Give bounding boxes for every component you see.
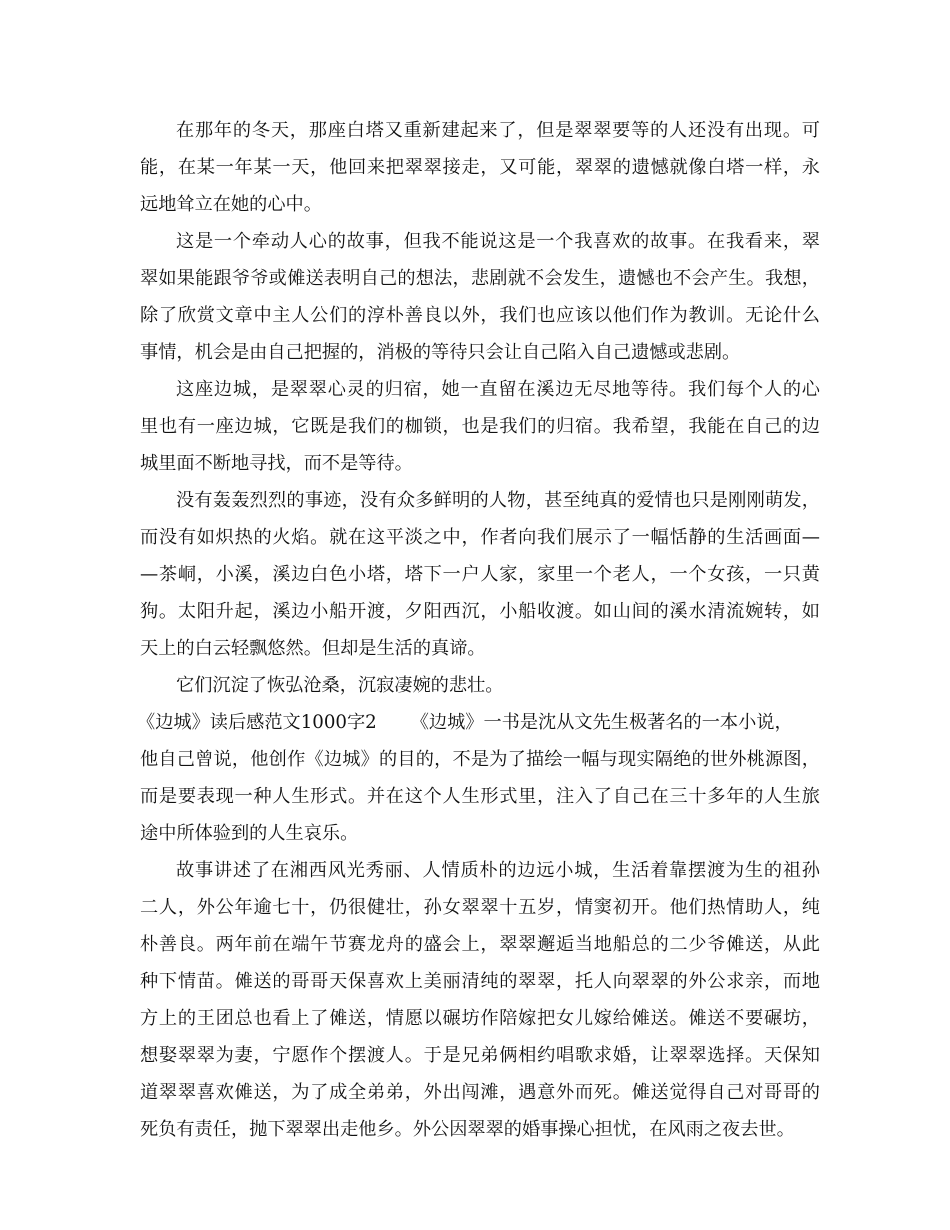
paragraph-line: 而是要表现一种人生形式。并在这个人生形式里，注入了自己在三十多年的人生旅 xyxy=(140,786,820,807)
paragraph-line: 种下情苗。傩送的哥哥天保喜欢上美丽清纯的翠翠，托人向翠翠的外公求亲，而地 xyxy=(140,971,820,992)
paragraph-line: 事情，机会是由自己把握的，消极的等待只会让自己陷入自己遗憾或悲剧。 xyxy=(140,342,741,363)
paragraph-line: 能，在某一年某一天，他回来把翠翠接走，又可能，翠翠的遗憾就像白塔一样，永 xyxy=(140,157,820,178)
paragraph-line: 道翠翠喜欢傩送，为了成全弟弟，外出闯滩，遇意外而死。傩送觉得自己对哥哥的 xyxy=(140,1082,820,1103)
section-first-line: 《边城》一书是沈从文先生极著名的一本小说， xyxy=(410,712,793,733)
paragraph-line: 远地耸立在她的心中。 xyxy=(140,194,322,215)
paragraph-line: 朴善良。两年前在端午节赛龙舟的盛会上，翠翠邂逅当地船总的二少爷傩送，从此 xyxy=(140,934,820,955)
paragraph-line: 它们沉淀了恢弘沧桑，沉寂凄婉的悲壮。 xyxy=(176,675,504,696)
paragraph-line: 里也有一座边城，它既是我们的枷锁，也是我们的归宿。我希望，我能在自己的边 xyxy=(140,416,820,437)
paragraph-line: 途中所体验到的人生哀乐。 xyxy=(140,823,359,844)
paragraph-line: 他自己曾说，他创作《边城》的目的，不是为了描绘一幅与现实隔绝的世外桃源图， xyxy=(140,749,820,770)
paragraph-line: 死负有责任，抛下翠翠出走他乡。外公因翠翠的婚事操心担忧，在风雨之夜去世。 xyxy=(140,1119,795,1140)
paragraph-line: 想娶翠翠为妻，宁愿作个摆渡人。于是兄弟俩相约唱歌求婚，让翠翠选择。天保知 xyxy=(140,1045,820,1066)
paragraph-line: 这座边城，是翠翠心灵的归宿，她一直留在溪边无尽地等待。我们每个人的心 xyxy=(176,379,820,400)
paragraph-line: 狗。太阳升起，溪边小船开渡，夕阳西沉，小船收渡。如山间的溪水清流婉转，如 xyxy=(140,601,820,622)
paragraph-line: 方上的王团总也看上了傩送，情愿以碾坊作陪嫁把女儿嫁给傩送。傩送不要碾坊， xyxy=(140,1008,820,1029)
section-heading-line xyxy=(137,704,820,741)
paragraph-line: 除了欣赏文章中主人公们的淳朴善良以外，我们也应该以他们作为教训。无论什么 xyxy=(140,305,820,326)
paragraph-line: 故事讲述了在湘西风光秀丽、人情质朴的边远小城，生活着靠摆渡为生的祖孙 xyxy=(176,860,820,881)
paragraph-line: 二人，外公年逾七十，仍很健壮，孙女翠翠十五岁，情窦初开。他们热情助人，纯 xyxy=(140,897,820,918)
paragraph-line: 没有轰轰烈烈的事迹，没有众多鲜明的人物，甚至纯真的爱情也只是刚刚萌发， xyxy=(176,490,820,511)
paragraph-line: 这是一个牵动人心的故事，但我不能说这是一个我喜欢的故事。在我看来，翠 xyxy=(176,231,820,252)
paragraph-line: 而没有如炽热的火焰。就在这平淡之中，作者向我们展示了一幅恬静的生活画面— xyxy=(140,527,820,548)
paragraph-line: —茶峒，小溪，溪边白色小塔，塔下一户人家，家里一个老人，一个女孩，一只黄 xyxy=(140,564,820,585)
paragraph-line: 翠如果能跟爷爷或傩送表明自己的想法，悲剧就不会发生，遗憾也不会产生。我想， xyxy=(140,268,820,289)
paragraph-line: 天上的白云轻飘悠然。但却是生活的真谛。 xyxy=(140,638,486,659)
document-body xyxy=(137,112,820,1148)
paragraph-line: 在那年的冬天，那座白塔又重新建起来了，但是翠翠要等的人还没有出现。可 xyxy=(176,120,820,141)
paragraph-line: 城里面不断地寻找，而不是等待。 xyxy=(140,453,413,474)
section-heading: 《边城》读后感范文1000字2 xyxy=(137,712,377,733)
